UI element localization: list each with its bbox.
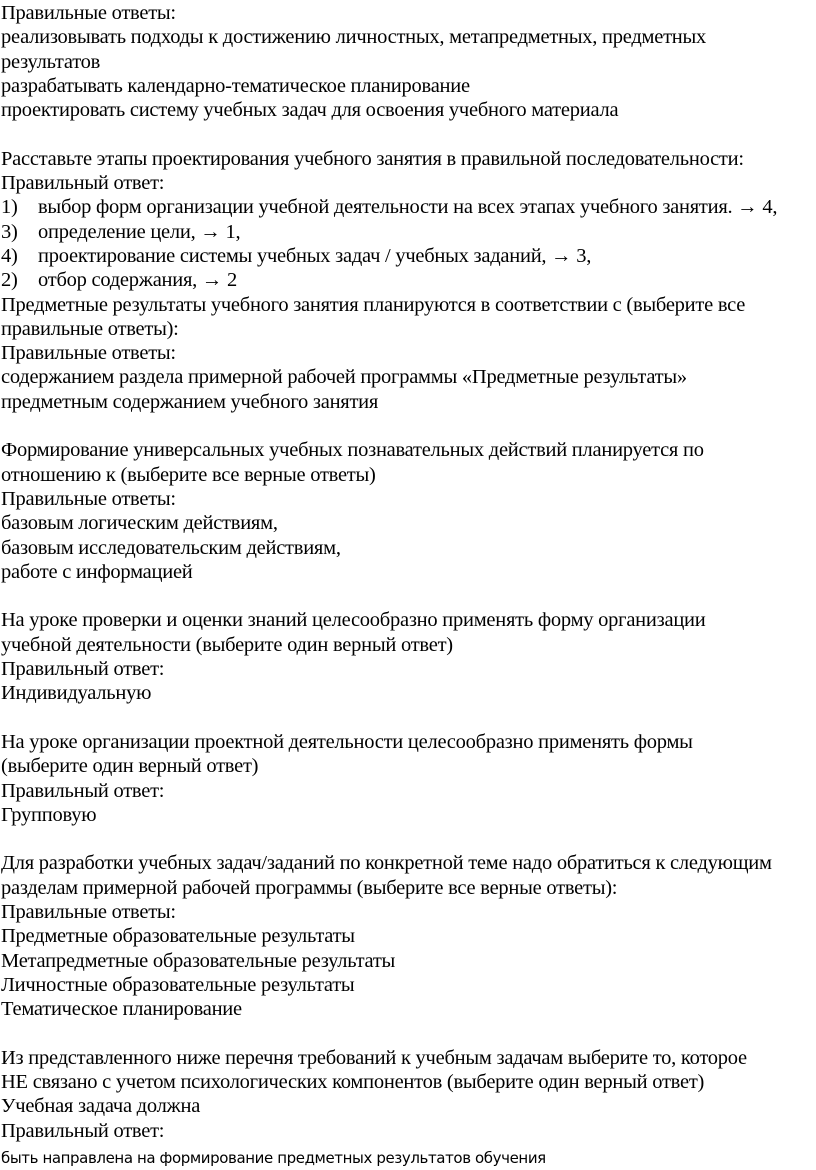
question-block-5 [1, 608, 813, 705]
answer-header: Правильные ответы: [1, 900, 176, 923]
question-text: Для разработки учебных задач/заданий по конкретной теме надо обратиться к следующим [1, 852, 772, 875]
question-text: Из представленного ниже перечня требований к учебным задачам выберите то, которое [1, 1046, 747, 1069]
spacer [1, 584, 813, 608]
answer-line: базовым логическим действиям, [1, 512, 278, 535]
answers-header: Правильные ответы: [1, 2, 176, 24]
question-block-8 [1, 1046, 813, 1170]
answer-line: базовым исследовательским действиям, [1, 536, 341, 559]
spacer [1, 414, 813, 438]
item-text: отбор содержания, → 2 [38, 269, 238, 292]
answer-header: Правильный ответ: [1, 779, 165, 802]
answer-line: Метапредметные образовательные результаты [1, 949, 396, 972]
numbered-item [1, 244, 813, 268]
question-block-3 [1, 293, 813, 414]
answers-block-1 [1, 1, 813, 122]
answer-line: содержанием раздела примерной рабочей программы «Предметные результаты» [1, 366, 687, 389]
answer-header: Правильные ответы: [1, 342, 176, 365]
question-text: НЕ связано с учетом психологических компонентов (выберите один верный ответ) [1, 1071, 705, 1094]
document-body [1, 1, 813, 1170]
answer-line: разрабатывать календарно-тематическое планирование [1, 74, 470, 97]
answer-line: реализовывать подходы к достижению личностных, метапредметных, предметных [1, 26, 707, 49]
numbered-item [1, 220, 813, 244]
item-text: выбор форм организации учебной деятельности на всех этапах учебного занятия. → 4, [38, 196, 778, 219]
answer-line: быть направлена на формирование предметных результатов обучения [1, 1148, 546, 1167]
question-text: правильные ответы): [1, 317, 179, 340]
answer-header: Правильный ответ: [1, 1119, 165, 1142]
item-number: 4) [1, 244, 18, 267]
answer-line: Групповую [1, 803, 97, 826]
numbered-item [1, 268, 813, 292]
spacer [1, 706, 813, 730]
answer-line: Предметные образовательные результаты [1, 925, 355, 948]
question-text: отношению к (выберите все верные ответы) [1, 463, 376, 486]
question-text: учебной деятельности (выберите один верный ответ) [1, 633, 453, 656]
question-text: Формирование универсальных учебных познавательных действий планируется по [1, 439, 704, 462]
answer-header: Правильный ответ: [1, 658, 165, 681]
spacer [1, 1021, 813, 1045]
question-text: На уроке организации проектной деятельности целесообразно применять формы [1, 730, 693, 753]
item-number: 3) [1, 220, 18, 243]
answer-line: результатов [1, 50, 101, 73]
answer-header: Правильный ответ: [1, 172, 165, 195]
question-block-6 [1, 730, 813, 827]
spacer [1, 827, 813, 851]
item-text: определение цели, → 1, [38, 220, 241, 243]
question-block-2 [1, 147, 813, 293]
spacer [1, 122, 813, 146]
question-text: разделам примерной рабочей программы (выберите все верные ответы): [1, 876, 618, 899]
question-block-7 [1, 851, 813, 1021]
answer-header: Правильные ответы: [1, 487, 176, 510]
question-text: (выберите один верный ответ) [1, 755, 259, 778]
answer-line: Личностные образовательные результаты [1, 973, 355, 996]
numbered-item [1, 195, 813, 219]
question-text: Расставьте этапы проектирования учебного занятия в правильной последовательности: [1, 147, 744, 170]
item-number: 2) [1, 269, 18, 292]
answer-line: предметным содержанием учебного занятия [1, 390, 379, 413]
answer-line: работе с информацией [1, 560, 193, 583]
question-text: На уроке проверки и оценки знаний целесообразно применять форму организации [1, 609, 706, 632]
answer-line: проектировать систему учебных задач для освоения учебного материала [1, 99, 619, 122]
question-block-4 [1, 438, 813, 584]
answer-line: Индивидуальную [1, 682, 152, 705]
question-text: Предметные результаты учебного занятия планируются в соответствии с (выберите все [1, 293, 746, 316]
answer-line: Тематическое планирование [1, 998, 242, 1021]
item-text: проектирование системы учебных задач / учебных заданий, → 3, [38, 244, 592, 267]
question-text: Учебная задача должна [1, 1095, 201, 1118]
item-number: 1) [1, 196, 18, 219]
